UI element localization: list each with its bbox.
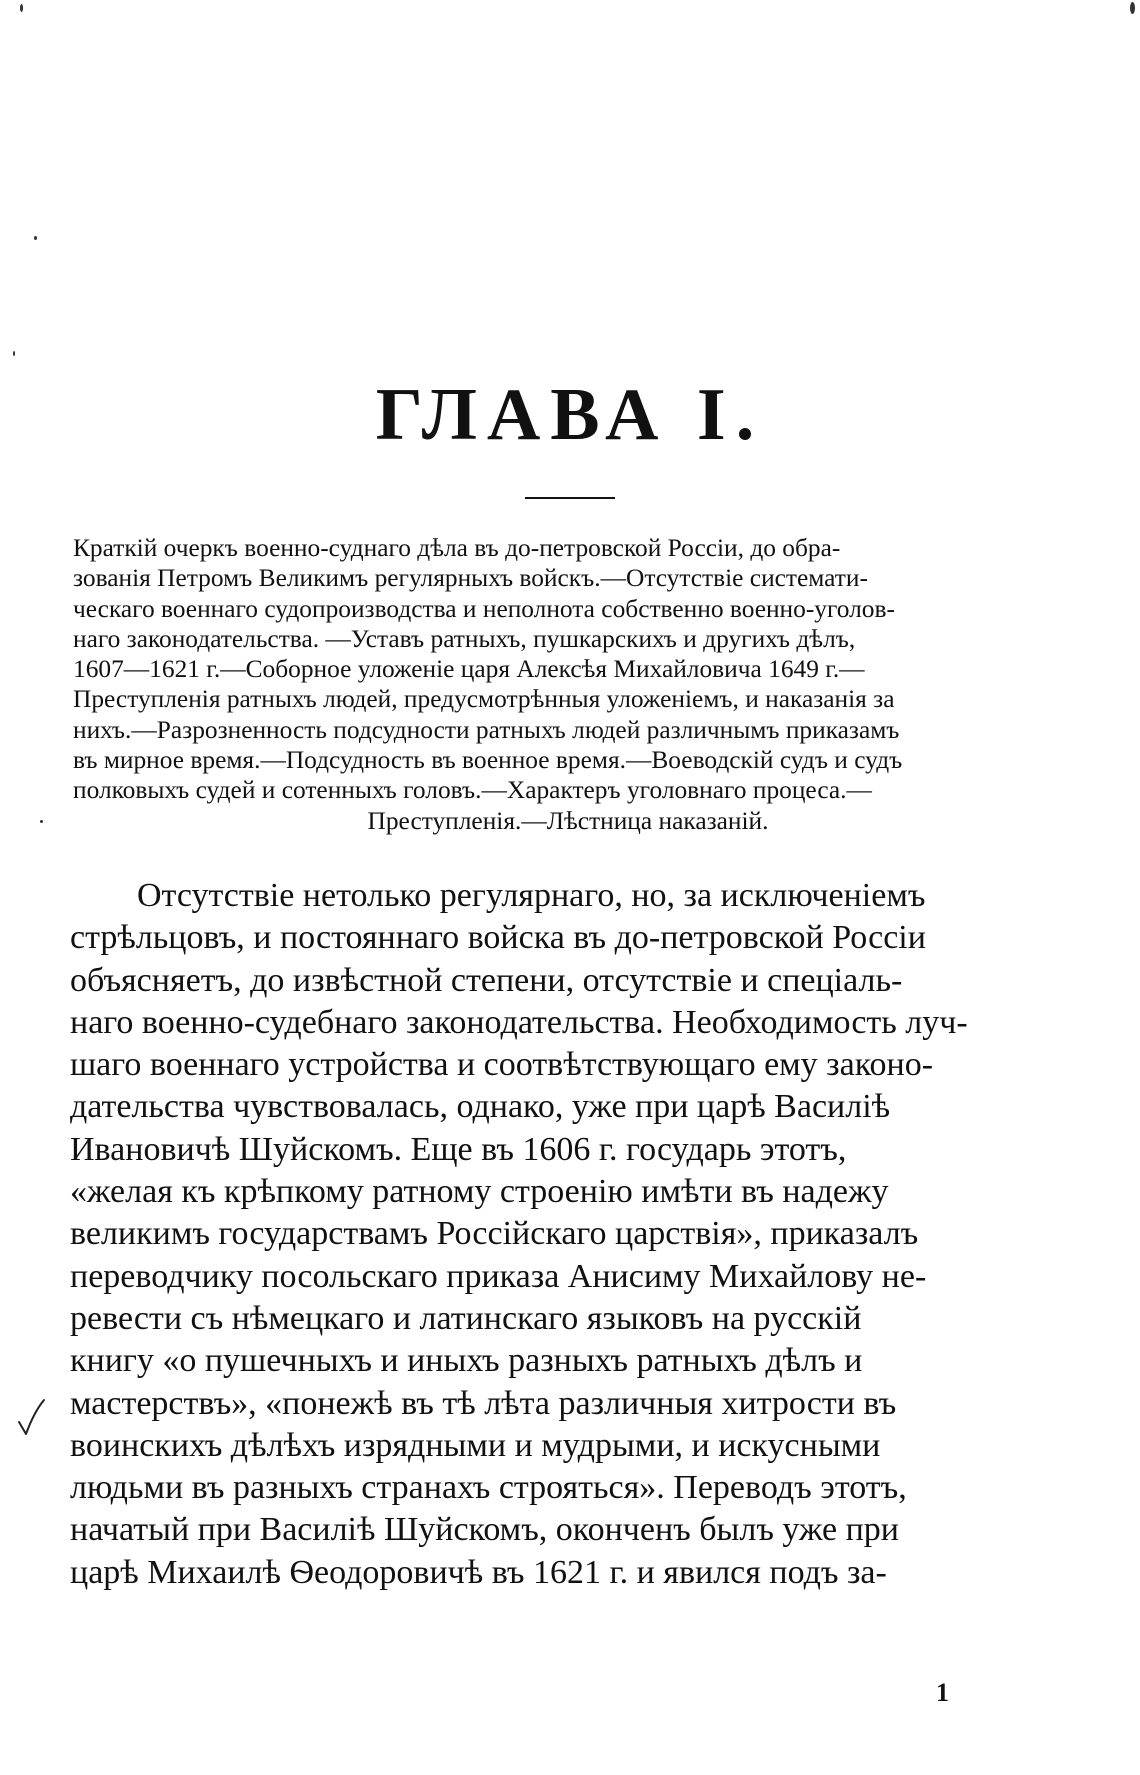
body-line: ревести съ нѣмецкаго и латинскаго языковъ на русскій [70, 1299, 862, 1337]
scan-speck [34, 236, 37, 240]
body-line: Отсутствіе нетолько регулярнаго, но, за исключеніемъ [137, 877, 926, 914]
summary-line: полковыхъ судей и сотенныхъ головъ.—Характеръ уголовнаго процеса.— [73, 776, 872, 805]
summary-line: въ мирное время.—Подсудность въ военное время.—Воеводскій судъ и судъ [73, 746, 903, 775]
body-line: Ивановичѣ Шуйскомъ. Еще въ 1606 г. государь этотъ, [70, 1130, 847, 1168]
body-line: воинскихъ дѣлѣхъ изрядными и мудрыми, и искусными [70, 1426, 881, 1464]
summary-line: наго законодательства. —Уставъ ратныхъ, пушкарскихъ и другихъ дѣлъ, [73, 624, 856, 653]
body-line: книгу «о пушечныхъ и иныхъ разныхъ ратныхъ дѣлъ и [70, 1342, 863, 1380]
chapter-heading: ГЛАВА I. [375, 374, 765, 456]
body-line: переводчику посольскаго приказа Анисиму Михайлову не- [70, 1257, 927, 1295]
summary-line: зованія Петромъ Великимъ регулярныхъ войскъ.—Отсутствіе системати- [73, 564, 868, 593]
scan-speck [1130, 2, 1135, 14]
body-line: начатый при Василіѣ Шуйскомъ, оконченъ былъ уже при [70, 1511, 899, 1549]
body-line: шаго военнаго устройства и соотвѣтствующаго ему законо- [70, 1046, 934, 1084]
body-line: мастерствъ», «понежѣ въ тѣ лѣта различныя хитрости въ [70, 1384, 897, 1422]
body-line: объясняетъ, до извѣстной степени, отсутствіе и спеціаль- [70, 961, 903, 999]
chapter-summary [73, 533, 1063, 836]
summary-line: Преступленія.—Лѣстница наказаній. [367, 806, 769, 835]
body-line: людьми въ разныхъ странахъ строяться». Переводъ этотъ, [70, 1469, 907, 1507]
page-number: 1 [936, 1678, 949, 1707]
body-paragraph [70, 875, 1070, 1594]
summary-line: Преступленія ратныхъ людей, предусмотрѣнныя уложеніемъ, и наказанія за [73, 685, 895, 714]
summary-line: Краткій очеркъ военно-суднаго дѣла въ до-петровской Россіи, до обра- [73, 534, 841, 562]
scan-speck [20, 4, 23, 12]
summary-line: 1607—1621 г.—Соборное уложеніе царя Алексѣя Михайловича 1649 г.— [73, 655, 865, 684]
body-line: великимъ государствамъ Россійскаго царствія», приказалъ [70, 1215, 919, 1253]
checkmark-icon [16, 1398, 46, 1438]
summary-line: ческаго военнаго судопроизводства и неполнота собственно военно-уголов- [73, 594, 895, 623]
body-line: дательства чувствовалась, однако, уже при царѣ Василіѣ [70, 1088, 891, 1126]
body-line: царѣ Михаилѣ Ѳеодоровичѣ въ 1621 г. и явился подъ за- [70, 1553, 887, 1591]
summary-line: нихъ.—Разрозненность подсудности ратныхъ людей различнымъ приказамъ [73, 715, 900, 744]
scan-speck [40, 820, 43, 823]
body-line: «желая къ крѣпкому ратному строенію имѣти въ надежу [70, 1173, 889, 1211]
body-line: наго военно-судебнаго законодательства. Необходимость луч- [70, 1003, 968, 1041]
title-rule [525, 497, 615, 499]
scan-speck [13, 351, 15, 356]
body-line: стрѣльцовъ, и постояннаго войска въ до-петровской Россіи [70, 919, 926, 957]
